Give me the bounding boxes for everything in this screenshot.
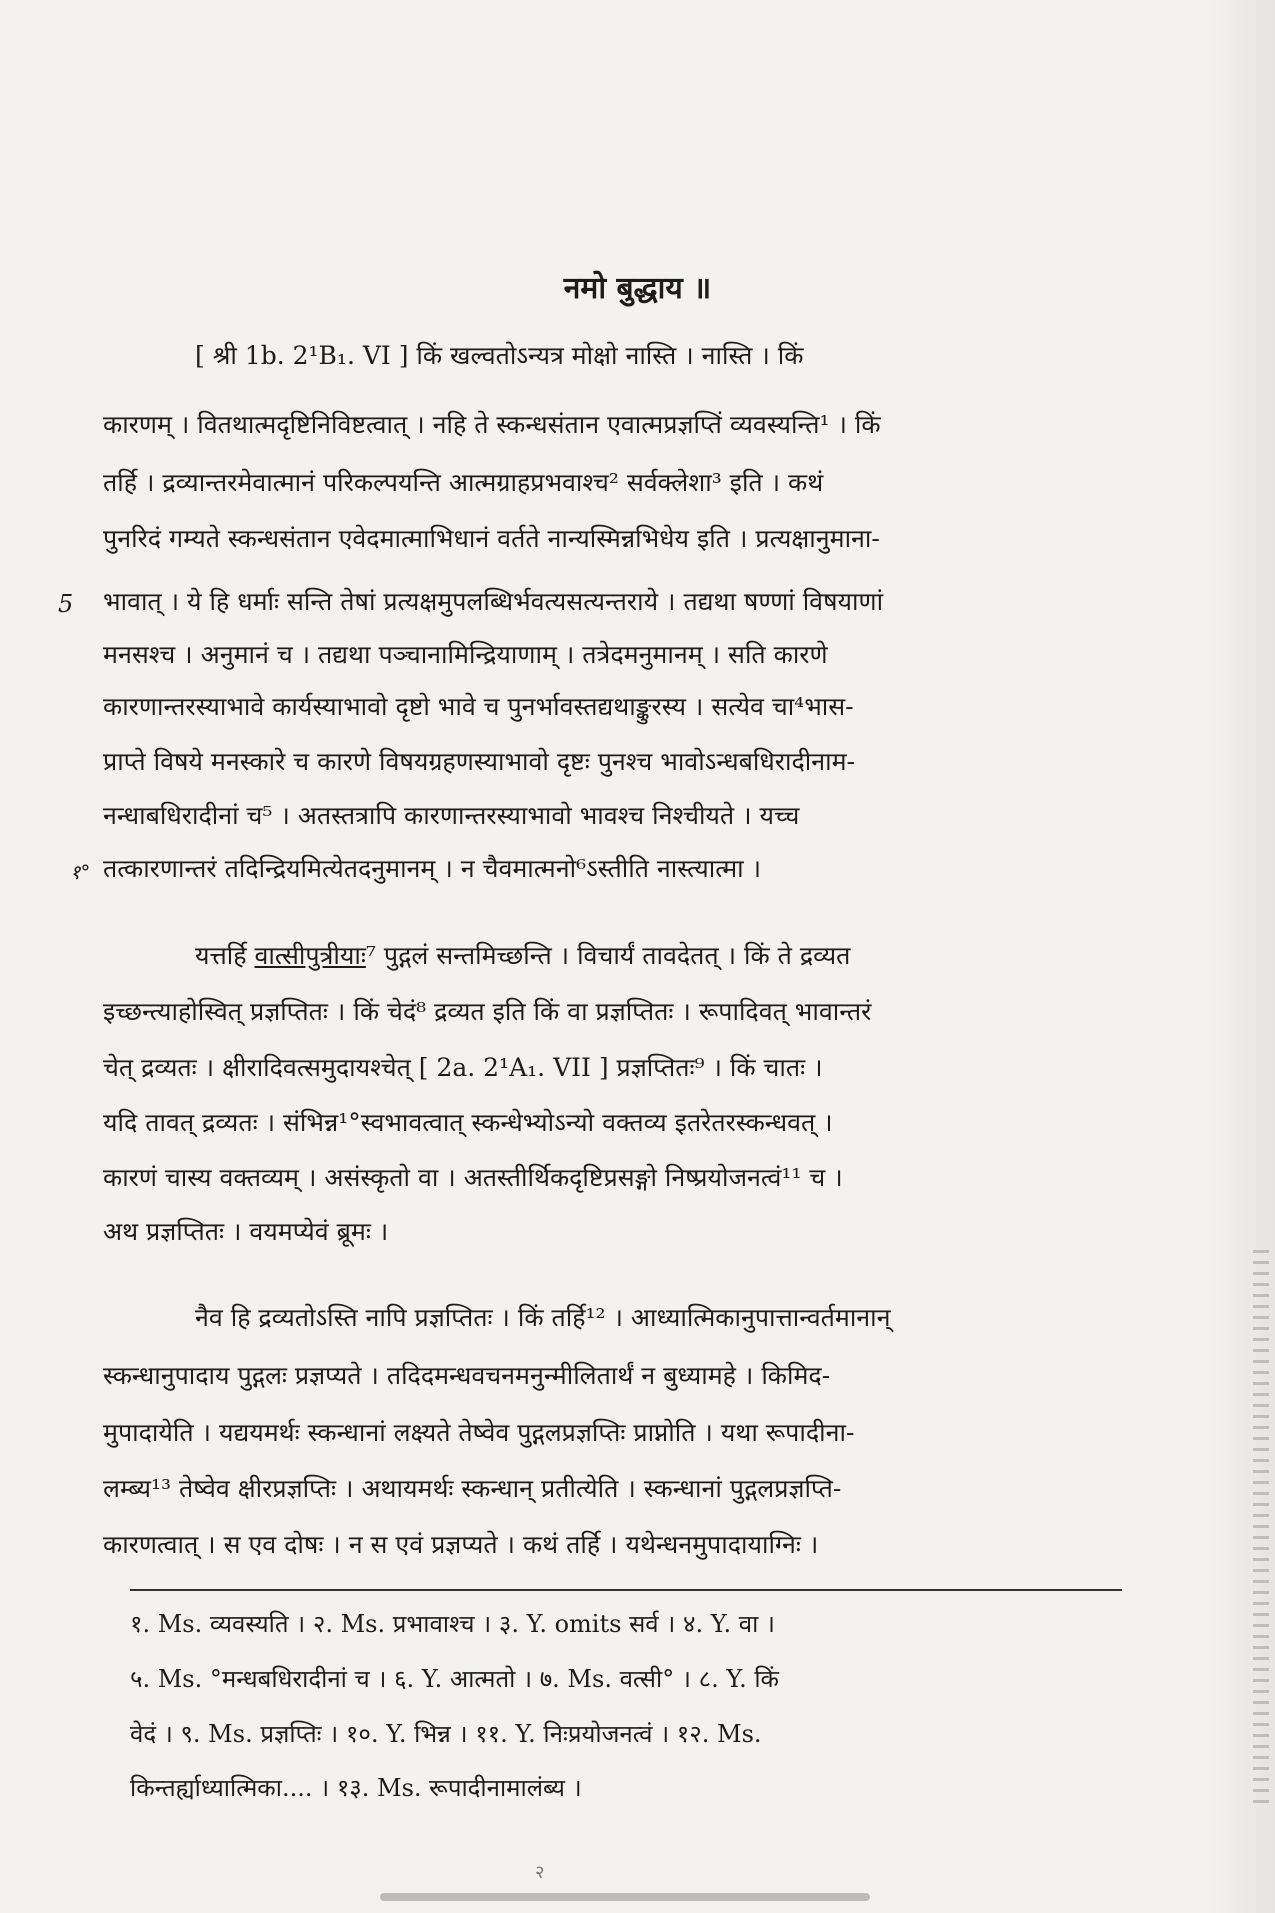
para1-line: [ श्री 1b. 2¹B₁. VI ] किं खल्वतोऽन्यत्र मोक्षो नास्ति । नास्ति । किं	[195, 341, 804, 370]
line-number-10: १°	[70, 860, 91, 884]
para2-line-pre: यत्तर्हि	[195, 941, 255, 970]
para1-line: भावात् । ये हि धर्माः सन्ति तेषां प्रत्यक्षमुपलब्धिर्भवत्यसत्यन्तराये । तद्यथा षण्णां विषयाणां	[103, 587, 884, 616]
para2-line: अथ प्रज्ञप्तितः । वयमप्येवं ब्रूमः ।	[103, 1217, 389, 1246]
footnote-line: ५. Ms. °मन्धबधिरादीनां च । ६. Y. आत्मतो । ७. Ms. वत्सी° । ८. Y. किं	[130, 1665, 779, 1693]
footnote-line: वेदं । ९. Ms. प्रज्ञप्तिः । १०. Y. भिन्न । ११. Y. निःप्रयोजनत्वं । १२. Ms.	[130, 1720, 762, 1748]
para2-line: यदि तावत् द्रव्यतः । संभिन्न¹°स्वभावत्वात् स्कन्धेभ्योऽन्यो वक्तव्य इतरेतरस्कन्धवत् ।	[103, 1108, 833, 1137]
para1-line: प्राप्ते विषये मनस्कारे च कारणे विषयग्रहणस्याभावो दृष्टः पुनश्च भावोऽन्धबधिरादीनाम-	[103, 747, 855, 776]
para3-line: लम्ब्य¹³ तेष्वेव क्षीरप्रज्ञप्तिः । अथायमर्थः स्कन्धान् प्रतीत्येति । स्कन्धानां पुद्गलप्रज्ञप्ति-	[103, 1474, 842, 1503]
para1-line: तर्हि । द्रव्यान्तरमेवात्मानं परिकल्पयन्ति आत्मग्राहप्रभवाश्च² सर्वक्लेशा³ इति । कथं	[103, 468, 824, 497]
scan-smudge	[380, 1893, 870, 1901]
para2-line: इच्छन्त्याहोस्वित् प्रज्ञप्तितः । किं चेदं⁸ द्रव्यत इति किं वा प्रज्ञप्तितः । रूपादिवत् भावान्तरं	[103, 997, 872, 1026]
para3-line: स्कन्धानुपादाय पुद्गलः प्रज्ञप्यते । तदिदमन्धवचनमनुन्मीलितार्थं न बुध्यामहे । किमिद-	[103, 1361, 831, 1390]
para1-line: पुनरिदं गम्यते स्कन्धसंतान एवेदमात्माभिधानं वर्तते नान्यस्मिन्नभिधेय इति । प्रत्यक्षानुमाना-	[103, 524, 880, 553]
para3-line: कारणत्वात् । स एव दोषः । न स एवं प्रज्ञप्यते । कथं तर्हि । यथेन्धनमुपादायाग्निः ।	[103, 1530, 819, 1559]
line-number-5: 5	[58, 590, 74, 618]
para1-line: कारणान्तरस्याभावे कार्यस्याभावो दृष्टो भावे च पुनर्भावस्तद्यथाङ्कुरस्य । सत्येव चा⁴भास-	[103, 692, 854, 721]
footnote-line: किन्तर्ह्याध्यात्मिका.... । १३. Ms. रूपादीनामालंब्य ।	[130, 1774, 582, 1802]
para1-line: मनसश्च । अनुमानं च । तद्यथा पञ्चानामिन्द्रियाणाम् । तत्रेदमनुमानम् । सति कारणे	[103, 640, 828, 669]
underlined-term: वात्सीपुत्रीयाः	[254, 941, 366, 970]
page-heading: नमो बुद्धाय ॥	[563, 271, 712, 306]
para2-line: चेत् द्रव्यतः । क्षीरादिवत्समुदायश्चेत् [ 2a. 2¹A₁. VII ] प्रज्ञप्तितः⁹ । किं चातः ।	[103, 1053, 823, 1082]
footnote-rule	[130, 1589, 1122, 1591]
para1-line: तत्कारणान्तरं तदिन्द्रियमित्येतदनुमानम् । न चैवमात्मनो⁶ऽस्तीति नास्त्यात्मा ।	[103, 854, 762, 883]
para1-line: नन्धाबधिरादीनां च⁵ । अतस्तत्रापि कारणान्तरस्याभावो भावश्च निश्चीयते । यच्च	[103, 801, 800, 830]
para2-line	[195, 943, 850, 968]
para1-line: कारणम् । वितथात्मदृष्टिनिविष्टत्वात् । नहि ते स्कन्धसंतान एवात्मप्रज्ञप्तिं व्यवस्यन्ति¹ । किं	[103, 410, 881, 439]
footnote-line: १. Ms. व्यवस्यति । २. Ms. प्रभावाश्च । ३. Y. omits सर्व । ४. Y. वा ।	[130, 1610, 776, 1638]
binding-edge	[1253, 1250, 1269, 1810]
page-mark: २	[535, 1862, 545, 1883]
para3-line: नैव हि द्रव्यतोऽस्ति नापि प्रज्ञप्तितः । किं तर्हि¹² । आध्यात्मिकानुपात्तान्वर्तमानान्	[195, 1303, 891, 1332]
para3-line: मुपादायेति । यद्ययमर्थः स्कन्धानां लक्ष्यते तेष्वेव पुद्गलप्रज्ञप्तिः प्राप्नोति । यथा रूपादीना-	[103, 1418, 855, 1447]
para2-line: कारणं चास्य वक्तव्यम् । असंस्कृतो वा । अतस्तीर्थिकदृष्टिप्रसङ्गो निष्प्रयोजनत्वं¹¹ च ।	[103, 1163, 843, 1192]
para2-line-post: ⁷ पुद्गलं सन्तमिच्छन्ति । विचार्यं तावदेतत् । किं ते द्रव्यत	[365, 941, 851, 970]
